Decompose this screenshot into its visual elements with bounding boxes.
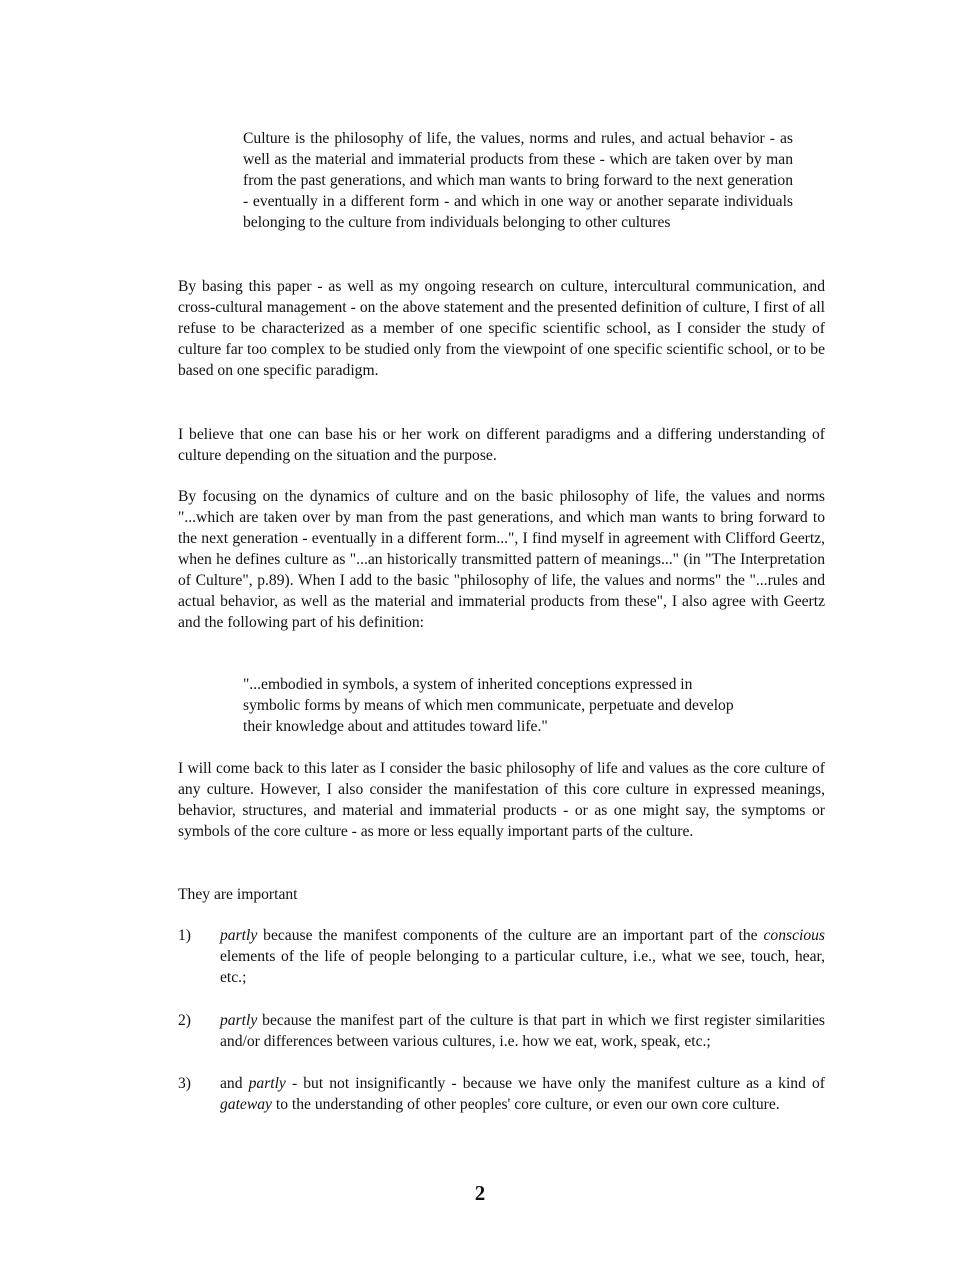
list-emphasis-lead: partly [220,1012,258,1029]
culture-definition-quote: Culture is the philosophy of life, the values, norms and rules, and actual behavior - as well as the material and immaterial products from these - which are taken over by man from the past generations, and which man wants to bring forward to the next generation - eventually in a different form - and which in one way or another separate individuals belonging to the culture from individuals belonging to other cultures [243,130,793,231]
list-text [220,925,825,988]
list-text-part: - but not insignificantly - because we have only the manifest culture as a kind of [285,1075,825,1092]
paragraph-basing: By basing this paper - as well as my ongoing research on culture, intercultural communication, and cross-cultural management - on the above statement and the presented definition of culture, I first of all refuse to be characterized as a member of one specific scientific school, as I consider the study of culture far too complex to be studied only from the viewpoint of one specific scientific school, or to be based on one specific paradigm. [178,278,825,379]
paragraph-come-back: I will come back to this later as I consider the basic philosophy of life and values as the core culture of any culture. However, I also consider the manifestation of this core culture in expressed meanings, behavior, structures, and material and immaterial products - or as one might say, the symptoms or symbols of the core culture - as more or less equally important parts of the culture. [178,760,825,840]
page-number: 2 [474,1181,486,1205]
list-text-prefix: and [220,1075,249,1092]
list-emphasis: conscious [763,927,825,944]
list-text-part: because the manifest part of the culture is that part in which we first register similarities and/or differences between various cultures, i.e. how we eat, work, speak, etc.; [220,1012,825,1050]
list-text-part: elements of the life of people belonging to a particular culture, i.e., what we see, touch, hear, etc.; [220,948,825,986]
list-number: 2) [178,1012,191,1029]
list-emphasis-lead: partly [220,927,258,944]
list-text [220,1073,825,1115]
paragraph-important: They are important [178,886,298,903]
list-number: 3) [178,1075,191,1092]
geertz-quote: "...embodied in symbols, a system of inherited conceptions expressed in symbolic forms by means of which men communicate, perpetuate and develop their knowledge about and attitudes toward life." [243,676,734,735]
list-emphasis-lead: partly [248,1075,286,1092]
paragraph-believe: I believe that one can base his or her work on different paradigms and a differing understanding of culture depending on the situation and the purpose. [178,426,825,464]
list-number: 1) [178,927,191,944]
list-text [220,1010,825,1052]
list-text-part: because the manifest components of the culture are an important part of the [257,927,764,944]
paragraph-focusing: By focusing on the dynamics of culture and on the basic philosophy of life, the values and norms "...which are taken over by man from the past generations, and which man wants to bring forward to the next generation - eventually in a different form...", I find myself in agreement with Clifford Geertz, when he defines culture as "...an historically transmitted pattern of meanings..." (in "The Interpretation of Culture", p.89). When I add to the basic "philosophy of life, the values and norms" the "...rules and actual behavior, as well as the material and immaterial products from these", I also agree with Geertz and the following part of his definition: [178,488,825,631]
list-emphasis: gateway [220,1096,272,1113]
list-text-part: to the understanding of other peoples' core culture, or even our own core culture. [271,1096,780,1113]
